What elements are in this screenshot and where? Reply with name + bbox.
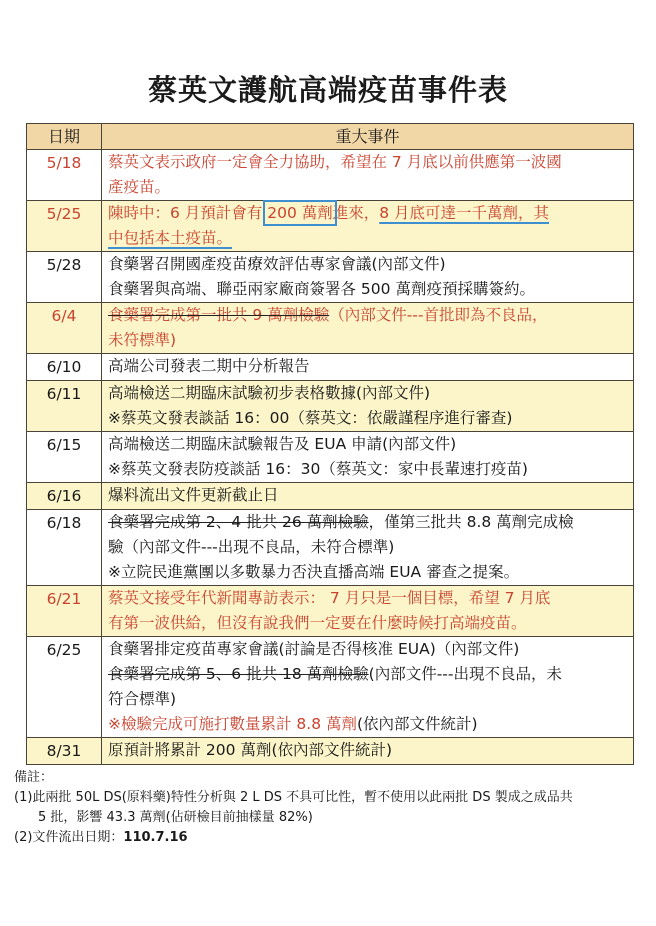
- table-row: [27, 381, 634, 432]
- event-text: 蔡英文表示政府一定會全力協助，希望在 7 月底以前供應第一波國: [108, 153, 562, 171]
- event-date: 6/25: [27, 637, 102, 738]
- underlined-text: 中包括本土疫苗。: [108, 229, 233, 247]
- note-2-label: (2)文件流出日期：: [14, 830, 124, 845]
- event-text: (內部文件---出現不良品，未: [368, 665, 562, 683]
- table-body: [27, 150, 634, 765]
- event-line: [108, 535, 627, 560]
- event-text: 進來，: [332, 204, 380, 222]
- event-date: 6/4: [27, 303, 102, 354]
- event-text: 符合標準): [108, 690, 177, 708]
- event-text: 高端檢送二期臨床試驗初步表格數據(內部文件): [108, 384, 431, 402]
- event-line: [108, 457, 627, 482]
- event-line: [108, 381, 627, 406]
- event-line: [108, 687, 627, 712]
- event-text: 高端公司發表二期中分析報告: [108, 357, 310, 375]
- event-text: ※蔡英文發表防疫談話 16：30（蔡英文：家中長輩速打疫苗): [108, 460, 528, 478]
- event-text: 陳時中：6 月預計會有: [108, 204, 268, 222]
- header-date: 日期: [27, 124, 102, 150]
- header-event: 重大事件: [102, 124, 634, 150]
- event-text: ，僅第三批共 8.8 萬劑完成檢: [368, 513, 574, 531]
- event-text: 食藥署召開國產疫苗療效評估專家會議(內部文件): [108, 255, 446, 273]
- event-description: [102, 303, 634, 354]
- event-text: （內部文件---首批即為不良品，: [329, 306, 548, 324]
- event-text: 爆料流出文件更新截止日: [108, 486, 279, 504]
- event-text: ※立院民進黨團以多數暴力否決直播高端 EUA 審查之提案。: [108, 563, 520, 581]
- event-date: 5/25: [27, 201, 102, 252]
- event-date: 6/10: [27, 354, 102, 381]
- event-line: [108, 252, 627, 277]
- event-description: [102, 354, 634, 381]
- event-date: 6/16: [27, 483, 102, 510]
- struck-text: 食藥署完成第 2、4 批共 26 萬劑檢驗: [108, 513, 369, 531]
- event-text: 食藥署與高端、聯亞兩家廠商簽署各 500 萬劑疫預採購簽約。: [108, 280, 535, 298]
- note-1: (1)此兩批 50L DS(原料藥)特性分析與 2 L DS 不具可比性，暫不使用以此兩批 DS 製成之成品共: [14, 790, 573, 805]
- event-line: [108, 586, 627, 611]
- table-header-row: [27, 124, 634, 150]
- struck-text: 食藥署完成第 5、6 批共 18 萬劑檢驗: [108, 665, 369, 683]
- table-row: [27, 150, 634, 201]
- event-text: 有第一波供給，但沒有說我們一定要在什麼時候打高端疫苗。: [108, 614, 527, 632]
- event-line: [108, 328, 627, 353]
- event-table: [26, 123, 634, 765]
- event-line: [108, 483, 627, 508]
- highlight-box: 200 萬劑: [267, 204, 333, 222]
- event-text: 未符標準): [108, 331, 177, 349]
- underlined-text: 8 月底可達一千萬劑，其: [379, 204, 550, 222]
- event-description: [102, 637, 634, 738]
- event-line: [108, 432, 627, 457]
- table-row: [27, 483, 634, 510]
- event-line: [108, 150, 627, 175]
- event-date: 8/31: [27, 738, 102, 765]
- event-line: [108, 738, 627, 763]
- table-row: [27, 637, 634, 738]
- event-text: (依內部文件統計): [357, 715, 478, 733]
- event-text: 產疫苗。: [108, 178, 171, 196]
- event-line: [108, 175, 627, 200]
- event-date: 6/11: [27, 381, 102, 432]
- event-line: [108, 226, 627, 251]
- event-line: [108, 510, 627, 535]
- event-text: 高端檢送二期臨床試驗報告及 EUA 申請(內部文件): [108, 435, 457, 453]
- event-description: [102, 432, 634, 483]
- table-row: [27, 738, 634, 765]
- event-text: 驗（內部文件---出現不良品，未符合標準): [108, 538, 395, 556]
- event-description: [102, 252, 634, 303]
- event-description: [102, 201, 634, 252]
- leak-date: 110.7.16: [123, 830, 188, 845]
- table-row: [27, 354, 634, 381]
- event-description: [102, 381, 634, 432]
- table-row: [27, 586, 634, 637]
- event-line: [108, 662, 627, 687]
- event-date: 5/18: [27, 150, 102, 201]
- event-line: [108, 406, 627, 431]
- event-line: [108, 637, 627, 662]
- event-line: [108, 277, 627, 302]
- event-text: 原預計將累計 200 萬劑(依內部文件統計): [108, 741, 393, 759]
- event-line: [108, 560, 627, 585]
- event-date: 6/18: [27, 510, 102, 586]
- notes-heading: 備註：: [14, 770, 54, 785]
- event-date: 6/15: [27, 432, 102, 483]
- event-date: 6/21: [27, 586, 102, 637]
- event-line: [108, 354, 627, 379]
- page-title: 蔡英文護航高端疫苗事件表: [147, 73, 508, 107]
- table-row: [27, 252, 634, 303]
- event-description: [102, 738, 634, 765]
- table-row: [27, 201, 634, 252]
- event-description: [102, 150, 634, 201]
- event-line: [108, 712, 627, 737]
- event-description: [102, 483, 634, 510]
- event-line: [108, 611, 627, 636]
- struck-text: 食藥署完成第一批共 9 萬劑檢驗: [108, 306, 330, 324]
- event-date: 5/28: [27, 252, 102, 303]
- table-row: [27, 432, 634, 483]
- event-text: ※蔡英文發表談話 16：00（蔡英文：依嚴謹程序進行審查): [108, 409, 513, 427]
- note-2: [14, 828, 644, 848]
- table-row: [27, 510, 634, 586]
- event-line: [108, 303, 627, 328]
- event-text: ※檢驗完成可施打數量累計 8.8 萬劑: [108, 715, 357, 733]
- event-text: 食藥署排定疫苗專家會議(討論是否得核准 EUA)（內部文件): [108, 640, 520, 658]
- event-line: [108, 201, 627, 226]
- table-row: [27, 303, 634, 354]
- event-description: [102, 510, 634, 586]
- notes: [14, 768, 644, 848]
- note-1-cont: 5 批，影響 43.3 萬劑(佔研檢目前抽樣量 82%): [38, 810, 313, 825]
- event-description: [102, 586, 634, 637]
- event-text: 蔡英文接受年代新聞專訪表示： 7 月只是一個目標，希望 7 月底: [108, 589, 551, 607]
